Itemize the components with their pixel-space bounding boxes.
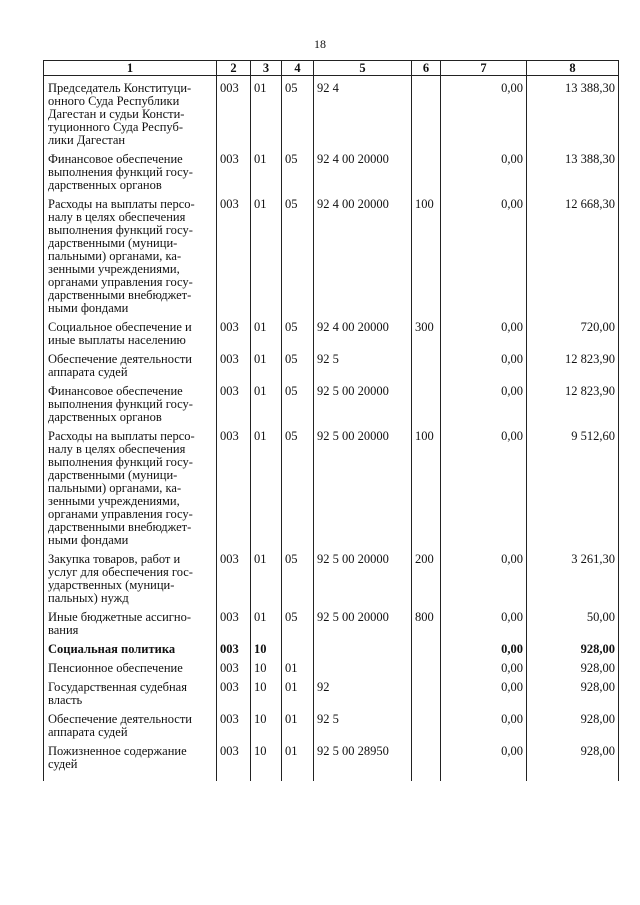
row-name: Финансовое обеспечение выполнения функций госу- дарственных органов <box>44 385 217 424</box>
subsection-code: 05 <box>282 353 314 379</box>
amount-col7: 0,00 <box>441 745 527 771</box>
table-row <box>44 82 619 147</box>
section-code: 01 <box>251 198 282 315</box>
amount-col7: 0,00 <box>441 321 527 347</box>
spacer-cell <box>282 771 314 781</box>
table-row <box>44 611 619 637</box>
amount-col8: 12 823,90 <box>527 353 619 379</box>
row-name: Председатель Конституци- онного Суда Республики Дагестан и судьи Консти- туционного Суда Респуб- лики Дагестан <box>44 82 217 147</box>
subsection-code: 05 <box>282 82 314 147</box>
row-name: Пожизненное содержание судей <box>44 745 217 771</box>
subsection-code: 05 <box>282 611 314 637</box>
section-code: 01 <box>251 553 282 605</box>
subsection-code <box>282 643 314 656</box>
section-code: 01 <box>251 611 282 637</box>
target-article: 92 5 00 20000 <box>314 611 412 637</box>
expense-type <box>412 681 441 707</box>
row-name: Обеспечение деятельности аппарата судей <box>44 353 217 379</box>
row-name: Закупка товаров, работ и услуг для обеспечения гос- ударственных (муници- пальных) нужд <box>44 553 217 605</box>
admin-code: 003 <box>217 662 251 675</box>
target-article <box>314 662 412 675</box>
table-row <box>44 353 619 379</box>
table-row <box>44 553 619 605</box>
target-article: 92 5 00 20000 <box>314 430 412 547</box>
target-article: 92 5 00 20000 <box>314 553 412 605</box>
spacer-cell <box>412 771 441 781</box>
row-name: Финансовое обеспечение выполнения функций госу- дарственных органов <box>44 153 217 192</box>
section-code: 01 <box>251 353 282 379</box>
header-cell: 3 <box>251 61 282 76</box>
subsection-code: 05 <box>282 430 314 547</box>
admin-code: 003 <box>217 430 251 547</box>
expense-type <box>412 82 441 147</box>
amount-col7: 0,00 <box>441 385 527 424</box>
amount-col7: 0,00 <box>441 662 527 675</box>
table-row <box>44 385 619 424</box>
header-cell: 5 <box>314 61 412 76</box>
table-row <box>44 430 619 547</box>
amount-col7: 0,00 <box>441 353 527 379</box>
expense-type: 100 <box>412 430 441 547</box>
subsection-code: 05 <box>282 153 314 192</box>
header-cell: 2 <box>217 61 251 76</box>
header-cell: 4 <box>282 61 314 76</box>
row-name: Иные бюджетные ассигно- вания <box>44 611 217 637</box>
admin-code: 003 <box>217 153 251 192</box>
amount-col8: 928,00 <box>527 643 619 656</box>
budget-table <box>43 60 619 781</box>
subsection-code: 05 <box>282 321 314 347</box>
section-code: 10 <box>251 681 282 707</box>
table-body <box>44 76 619 782</box>
subsection-code: 01 <box>282 681 314 707</box>
amount-col7: 0,00 <box>441 430 527 547</box>
expense-type: 800 <box>412 611 441 637</box>
header-row <box>44 61 619 76</box>
subsection-code: 01 <box>282 662 314 675</box>
subsection-code: 05 <box>282 385 314 424</box>
table-row <box>44 321 619 347</box>
target-article: 92 5 <box>314 713 412 739</box>
amount-col7: 0,00 <box>441 82 527 147</box>
amount-col8: 9 512,60 <box>527 430 619 547</box>
amount-col7: 0,00 <box>441 553 527 605</box>
section-code: 10 <box>251 745 282 771</box>
amount-col8: 928,00 <box>527 681 619 707</box>
row-name: Пенсионное обеспечение <box>44 662 217 675</box>
admin-code: 003 <box>217 198 251 315</box>
spacer-cell <box>251 771 282 781</box>
admin-code: 003 <box>217 82 251 147</box>
table-row <box>44 198 619 315</box>
expense-type <box>412 662 441 675</box>
row-name: Государственная судебная власть <box>44 681 217 707</box>
target-article: 92 4 00 20000 <box>314 198 412 315</box>
spacer-cell <box>441 771 527 781</box>
amount-col8: 720,00 <box>527 321 619 347</box>
amount-col8: 928,00 <box>527 745 619 771</box>
section-code: 01 <box>251 385 282 424</box>
amount-col8: 928,00 <box>527 662 619 675</box>
expense-type <box>412 353 441 379</box>
admin-code: 003 <box>217 553 251 605</box>
target-article: 92 5 00 28950 <box>314 745 412 771</box>
subsection-code: 01 <box>282 745 314 771</box>
expense-type <box>412 385 441 424</box>
expense-type <box>412 643 441 656</box>
admin-code: 003 <box>217 385 251 424</box>
amount-col8: 13 388,30 <box>527 82 619 147</box>
row-name: Социальное обеспечение и иные выплаты населению <box>44 321 217 347</box>
header-cell: 6 <box>412 61 441 76</box>
row-name: Обеспечение деятельности аппарата судей <box>44 713 217 739</box>
table-row <box>44 713 619 739</box>
amount-col7: 0,00 <box>441 713 527 739</box>
section-code: 01 <box>251 82 282 147</box>
target-article: 92 4 <box>314 82 412 147</box>
amount-col7: 0,00 <box>441 153 527 192</box>
target-article: 92 5 <box>314 353 412 379</box>
admin-code: 003 <box>217 713 251 739</box>
amount-col7: 0,00 <box>441 681 527 707</box>
target-article: 92 4 00 20000 <box>314 321 412 347</box>
target-article: 92 5 00 20000 <box>314 385 412 424</box>
table-row <box>44 681 619 707</box>
section-code: 01 <box>251 430 282 547</box>
header-cell: 7 <box>441 61 527 76</box>
row-name: Расходы на выплаты персо- налу в целях обеспечения выполнения функций госу- дарственными (муници- пальными) органами, ка- зенными учреждениями, органами управления госу- дарственными внебюджет- ными фондами <box>44 430 217 547</box>
admin-code: 003 <box>217 321 251 347</box>
section-code: 10 <box>251 662 282 675</box>
admin-code: 003 <box>217 745 251 771</box>
table-row <box>44 153 619 192</box>
expense-type <box>412 745 441 771</box>
spacer-cell <box>44 771 217 781</box>
header-cell: 8 <box>527 61 619 76</box>
admin-code: 003 <box>217 611 251 637</box>
row-name: Социальная политика <box>44 643 217 656</box>
target-article: 92 <box>314 681 412 707</box>
section-code: 01 <box>251 153 282 192</box>
expense-type <box>412 153 441 192</box>
expense-type <box>412 713 441 739</box>
amount-col7: 0,00 <box>441 611 527 637</box>
admin-code: 003 <box>217 353 251 379</box>
row-name: Расходы на выплаты персо- налу в целях обеспечения выполнения функций госу- дарственными (муници- пальными) органами, ка- зенными учреждениями, органами управления госу- дарственными внебюджет- ными фондами <box>44 198 217 315</box>
amount-col7: 0,00 <box>441 198 527 315</box>
table-row <box>44 745 619 771</box>
table-row <box>44 662 619 675</box>
spacer-cell <box>527 771 619 781</box>
amount-col8: 12 668,30 <box>527 198 619 315</box>
section-code: 10 <box>251 713 282 739</box>
header-cell: 1 <box>44 61 217 76</box>
table-row <box>44 643 619 656</box>
subsection-code: 05 <box>282 198 314 315</box>
expense-type: 100 <box>412 198 441 315</box>
amount-col8: 928,00 <box>527 713 619 739</box>
section-code: 10 <box>251 643 282 656</box>
target-article <box>314 643 412 656</box>
spacer-cell <box>314 771 412 781</box>
amount-col8: 50,00 <box>527 611 619 637</box>
amount-col7: 0,00 <box>441 643 527 656</box>
amount-col8: 3 261,30 <box>527 553 619 605</box>
spacer-cell <box>217 771 251 781</box>
expense-type: 300 <box>412 321 441 347</box>
expense-type: 200 <box>412 553 441 605</box>
row-spacer <box>44 771 619 781</box>
admin-code: 003 <box>217 681 251 707</box>
admin-code: 003 <box>217 643 251 656</box>
page-number: 18 <box>314 37 326 51</box>
subsection-code: 01 <box>282 713 314 739</box>
amount-col8: 13 388,30 <box>527 153 619 192</box>
subsection-code: 05 <box>282 553 314 605</box>
amount-col8: 12 823,90 <box>527 385 619 424</box>
section-code: 01 <box>251 321 282 347</box>
target-article: 92 4 00 20000 <box>314 153 412 192</box>
